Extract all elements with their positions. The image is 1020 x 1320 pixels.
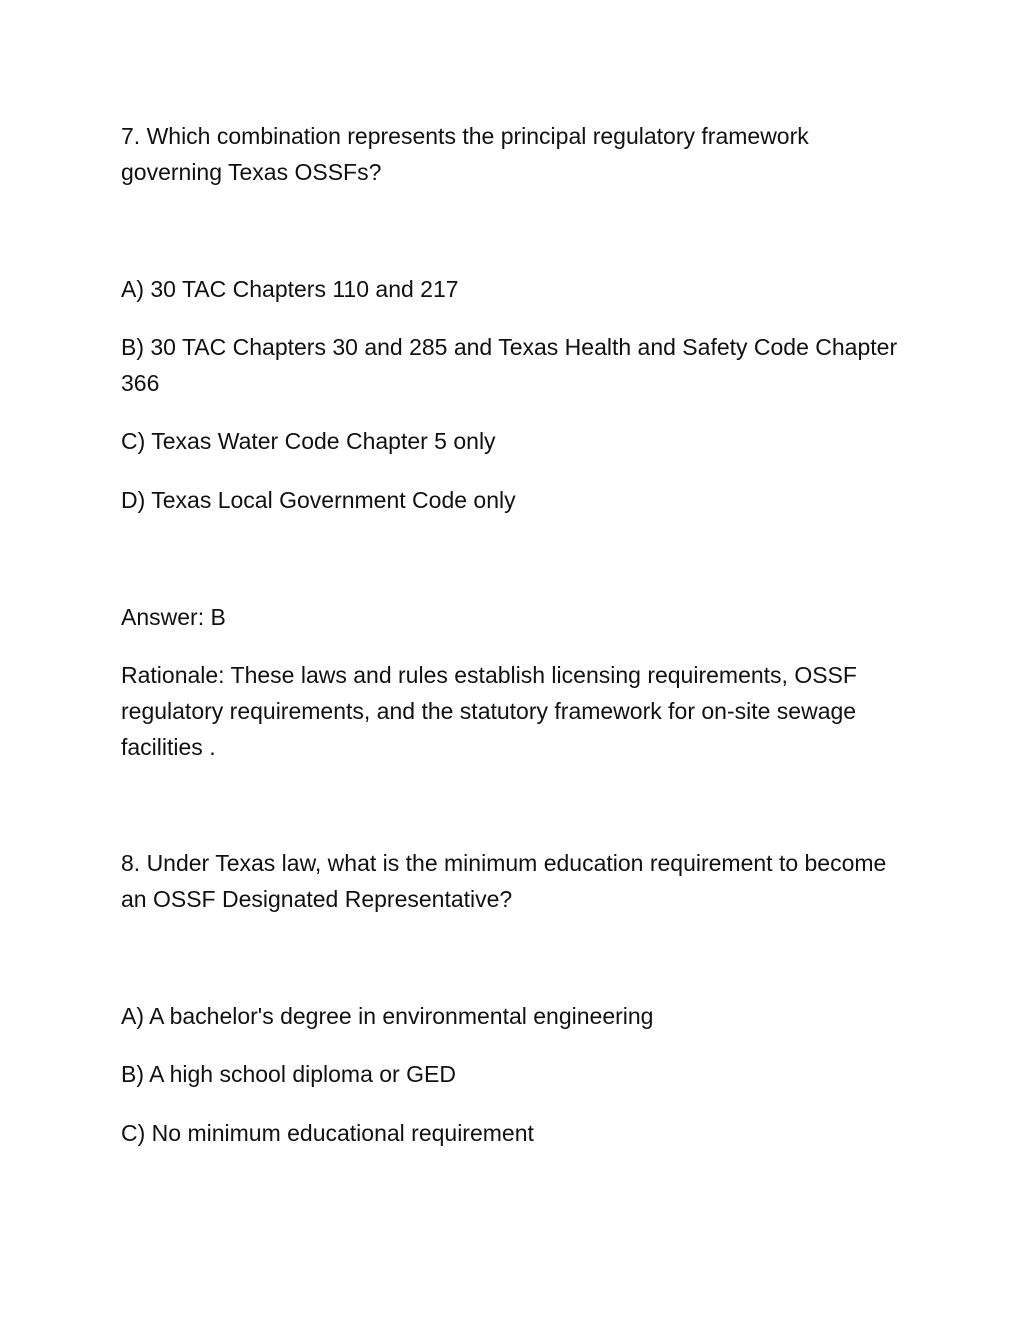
question-7-rationale: Rationale: These laws and rules establish licensing requirements, OSSF regulatory requirements, and the statutory framework for on-site sewage facilities .	[121, 662, 857, 760]
question-8-option-b: B) A high school diploma or GED	[121, 1061, 456, 1087]
question-7-text: 7. Which combination represents the principal regulatory framework governing Texas OSSFs?	[121, 123, 809, 185]
question-7-option-c: C) Texas Water Code Chapter 5 only	[121, 428, 496, 454]
question-8-option-a: A) A bachelor's degree in environmental engineering	[121, 1003, 654, 1029]
question-8-option-c: C) No minimum educational requirement	[121, 1120, 534, 1146]
question-7-answer: Answer: B	[121, 604, 226, 630]
question-7-option-d: D) Texas Local Government Code only	[121, 487, 516, 513]
question-7-option-b: B) 30 TAC Chapters 30 and 285 and Texas Health and Safety Code Chapter 366	[121, 334, 898, 396]
question-7-option-a: A) 30 TAC Chapters 110 and 217	[121, 276, 459, 302]
question-8-text: 8. Under Texas law, what is the minimum education requirement to become an OSSF Designated Representative?	[121, 850, 887, 912]
